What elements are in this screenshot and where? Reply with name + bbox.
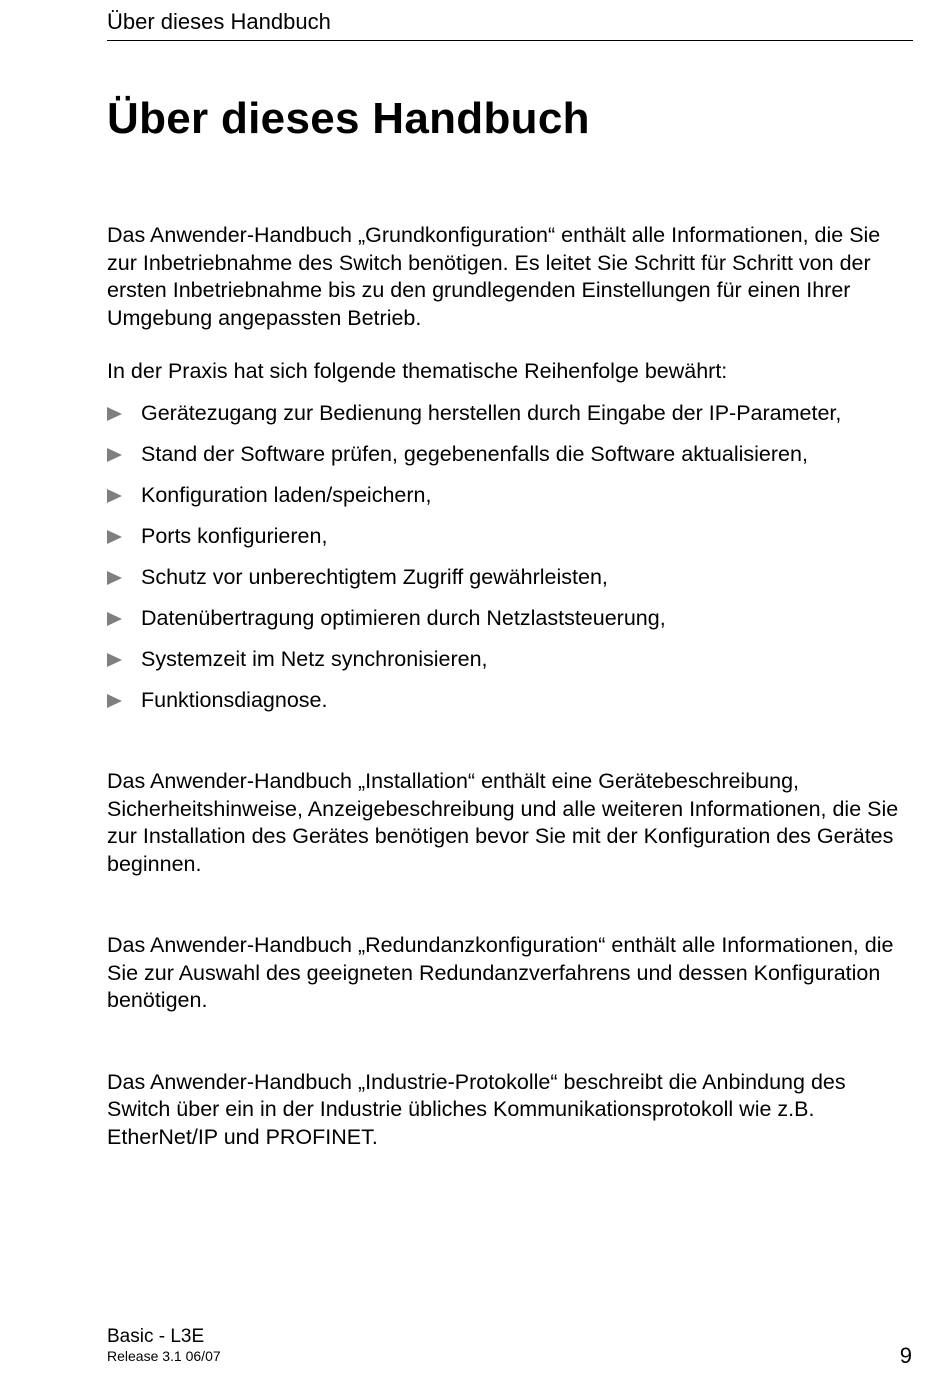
list-item [107, 564, 913, 592]
running-header: Über dieses Handbuch [107, 9, 331, 34]
list-item [107, 687, 913, 715]
redundancy-paragraph: Das Anwender-Handbuch „Redundanzkonfiguration“ enthält alle Informationen, die Sie zur Auswahl des geeigneten Redundanzverfahrens und dessen Konfiguration benötigen. [107, 933, 894, 1012]
triangle-right-icon [107, 694, 122, 708]
page-number: 9 [899, 1343, 912, 1368]
triangle-right-icon [107, 407, 122, 421]
triangle-right-icon [107, 571, 122, 585]
list-item-text: Ports konfigurieren, [141, 523, 328, 548]
list-item [107, 523, 913, 551]
industrial-protocols-paragraph: Das Anwender-Handbuch „Industrie-Protokolle“ beschreibt die Anbindung des Switch über ein in der Industrie übliches Kommunikationsprotokoll wie z.B. EtherNet/IP und PROFINET. [107, 1069, 846, 1149]
footer-product: Basic - L3E [107, 1326, 205, 1347]
intro-paragraph: Das Anwender-Handbuch „Grundkonfiguration“ enthält alle Informationen, die Sie zur Inbetriebnahme des Switch benötigen. Es leitet Sie Schritt für Schritt von der ersten Inbetriebnahme bis zu den grundlegenden Einstellungen für einen Ihrer Umgebung angepassten Betrieb. [107, 223, 881, 330]
triangle-right-icon [107, 653, 122, 667]
list-item-text: Gerätezugang zur Bedienung herstellen durch Eingabe der IP-Parameter, [141, 400, 842, 425]
footer-release: Release 3.1 06/07 [107, 1348, 221, 1364]
triangle-right-icon [107, 612, 122, 626]
list-item [107, 441, 913, 469]
list-item-text: Schutz vor unberechtigtem Zugriff gewährleisten, [141, 564, 608, 589]
list-item-text: Funktionsdiagnose. [141, 687, 328, 712]
page-title: Über dieses Handbuch [107, 94, 590, 143]
topic-list [107, 400, 913, 715]
installation-paragraph: Das Anwender-Handbuch „Installation“ enthält eine Gerätebeschreibung, Sicherheitshinweise, Anzeigebeschreibung und alle weiteren Informationen, die Sie zur Installation des Gerätes benötigen bevor Sie mit der Konfiguration des Gerätes beginnen. [107, 769, 899, 876]
triangle-right-icon [107, 448, 122, 462]
triangle-right-icon [107, 489, 122, 503]
list-item [107, 482, 913, 510]
list-item-text: Systemzeit im Netz synchronisieren, [141, 646, 488, 671]
list-item [107, 646, 913, 674]
triangle-right-icon [107, 530, 122, 544]
list-item [107, 400, 913, 428]
header-divider [107, 40, 913, 41]
list-item-text: Konfiguration laden/speichern, [141, 482, 432, 507]
page-content [107, 222, 913, 1151]
intro-lead: In der Praxis hat sich folgende thematische Reihenfolge bewährt: [107, 359, 728, 383]
list-item [107, 605, 913, 633]
list-item-text: Datenübertragung optimieren durch Netzlaststeuerung, [141, 605, 666, 630]
list-item-text: Stand der Software prüfen, gegebenenfalls die Software aktualisieren, [141, 441, 808, 466]
